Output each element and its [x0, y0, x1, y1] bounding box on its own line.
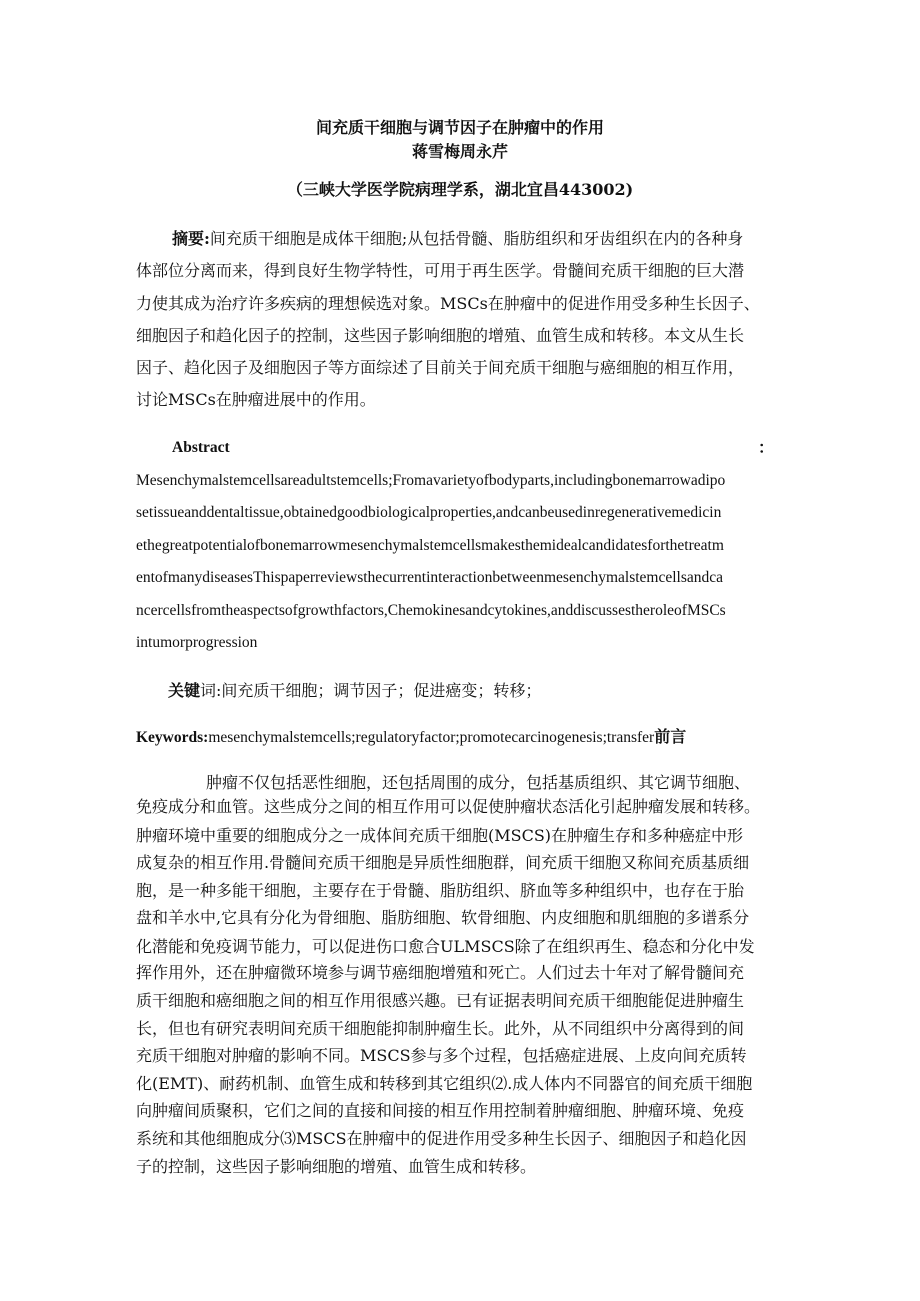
keywords-en-label: Keywords:	[136, 729, 209, 746]
paper-authors: 蒋雪梅周永芹	[411, 142, 508, 161]
intro-line-12: 化(EMT)、耐药机制、血管生成和转移到其它组织⑵.成人体内不同器官的间充质干细胞	[136, 1074, 753, 1093]
intro-line-15: 子的控制，这些因子影响细胞的增殖、血管生成和转移。	[136, 1157, 537, 1176]
intro-line-4: 成复杂的相互作用.骨髓间充质干细胞是异质性细胞群，间充质干细胞又称间充质基质细	[136, 853, 750, 872]
abstract-cn-line-4: 细胞因子和趋化因子的控制，这些因子影响细胞的增殖、血管生成和转移。本文从生长	[136, 326, 745, 345]
abstract-en-label: Abstract	[172, 439, 230, 456]
abstract-en-colon: ：	[757, 438, 774, 457]
abstract-cn-line-1: 摘要:间充质干细胞是成体干细胞;从包括骨髓、脂肪组织和牙齿组织在内的各种身	[172, 229, 744, 248]
intro-line-6: 盘和羊水中,它具有分化为骨细胞、脂肪细胞、软骨细胞、内皮细胞和肌细胞的多谱系分	[136, 908, 750, 927]
intro-line-3: 肿瘤环境中重要的细胞成分之一成体间充质干细胞(MSCS)在肿瘤生存和多种癌症中形	[136, 826, 744, 845]
abstract-cn-line-6: 讨论MSCs在肿瘤进展中的作用。	[136, 390, 376, 409]
intro-line-14: 系统和其他细胞成分⑶MSCS在肿瘤中的促进作用受多种生长因子、细胞因子和趋化因	[136, 1129, 747, 1148]
abstract-cn-line-3: 力使其成为治疗许多疾病的理想候选对象。MSCs在肿瘤中的促进作用受多种生长因子、	[136, 294, 760, 313]
section-heading-preface: 前言	[654, 727, 687, 746]
intro-line-9: 质干细胞和癌细胞之间的相互作用很感兴趣。已有证据表明间充质干细胞能促进肿瘤生	[136, 991, 745, 1010]
abstract-en-line-5: ncercellsfromtheaspectsofgrowthfactors,Chemokinesandcytokines,anddiscussestheroleofMSCs	[136, 602, 726, 619]
abstract-cn-label: 摘要:	[172, 229, 210, 248]
intro-line-2: 免疫成分和血管。这些成分之间的相互作用可以促使肿瘤状态活化引起肿瘤发展和转移。	[136, 797, 761, 816]
intro-line-10: 长，但也有研究表明间充质干细胞能抑制肿瘤生长。此外，从不同组织中分离得到的间	[136, 1019, 745, 1038]
abstract-en-heading	[172, 438, 774, 458]
paper-title: 间充质干细胞与调节因子在肿瘤中的作用	[315, 118, 604, 137]
keywords-cn: 关键词:间充质干细胞；调节因子；促进癌变；转移；	[168, 681, 542, 700]
intro-line-1: 肿瘤不仅包括恶性细胞，还包括周围的成分，包括基质组织、其它调节细胞、	[206, 773, 751, 792]
abstract-en-line-2: setissueanddentaltissue,obtainedgoodbiologicalproperties,andcanbeusedinregenerativemedicin	[136, 504, 722, 521]
abstract-cn-line-5: 因子、趋化因子及细胞因子等方面综述了目前关于间充质干细胞与癌细胞的相互作用，	[136, 358, 745, 377]
intro-line-7: 化潜能和免疫调节能力，可以促进伤口愈合ULMSCS除了在组织再生、稳态和分化中发	[136, 937, 755, 956]
intro-line-5: 胞，是一种多能干细胞，主要存在于骨髓、脂肪组织、脐血等多种组织中，也存在于胎	[136, 881, 745, 900]
abstract-en-line-4: entofmanydiseasesThispaperreviewsthecurrentinteractionbetweenmesenchymalstemcellsandca	[136, 569, 724, 586]
paper-affiliation: （三峡大学医学院病理学系，湖北宜昌443002)	[286, 180, 634, 199]
intro-line-13: 向肿瘤间质聚积，它们之间的直接和间接的相互作用控制着肿瘤细胞、肿瘤环境、免疫	[136, 1101, 745, 1120]
abstract-en-line-3: ethegreatpotentialofbonemarrowmesenchymalstemcellsmakesthemidealcandidatesforthetreatm	[136, 537, 724, 554]
intro-line-8: 挥作用外，还在肿瘤微环境参与调节癌细胞增殖和死亡。人们过去十年对了解骨髓间充	[136, 963, 745, 982]
abstract-en-line-6: intumorprogression	[136, 634, 258, 651]
abstract-en-line-1: Mesenchymalstemcellsareadultstemcells;Fromavarietyofbodyparts,includingbonemarrowadipo	[136, 472, 726, 489]
keywords-en: Keywords:mesenchymalstemcells;regulatoryfactor;promotecarcinogenesis;transfer前言	[136, 727, 687, 746]
keywords-cn-label: 关键	[168, 681, 201, 700]
abstract-cn-line-2: 体部位分离而来，得到良好生物学特性，可用于再生医学。骨髓间充质干细胞的巨大潜	[136, 261, 745, 280]
intro-line-11: 充质干细胞对肿瘤的影响不同。MSCS参与多个过程，包括癌症进展、上皮向间充质转	[136, 1046, 747, 1065]
